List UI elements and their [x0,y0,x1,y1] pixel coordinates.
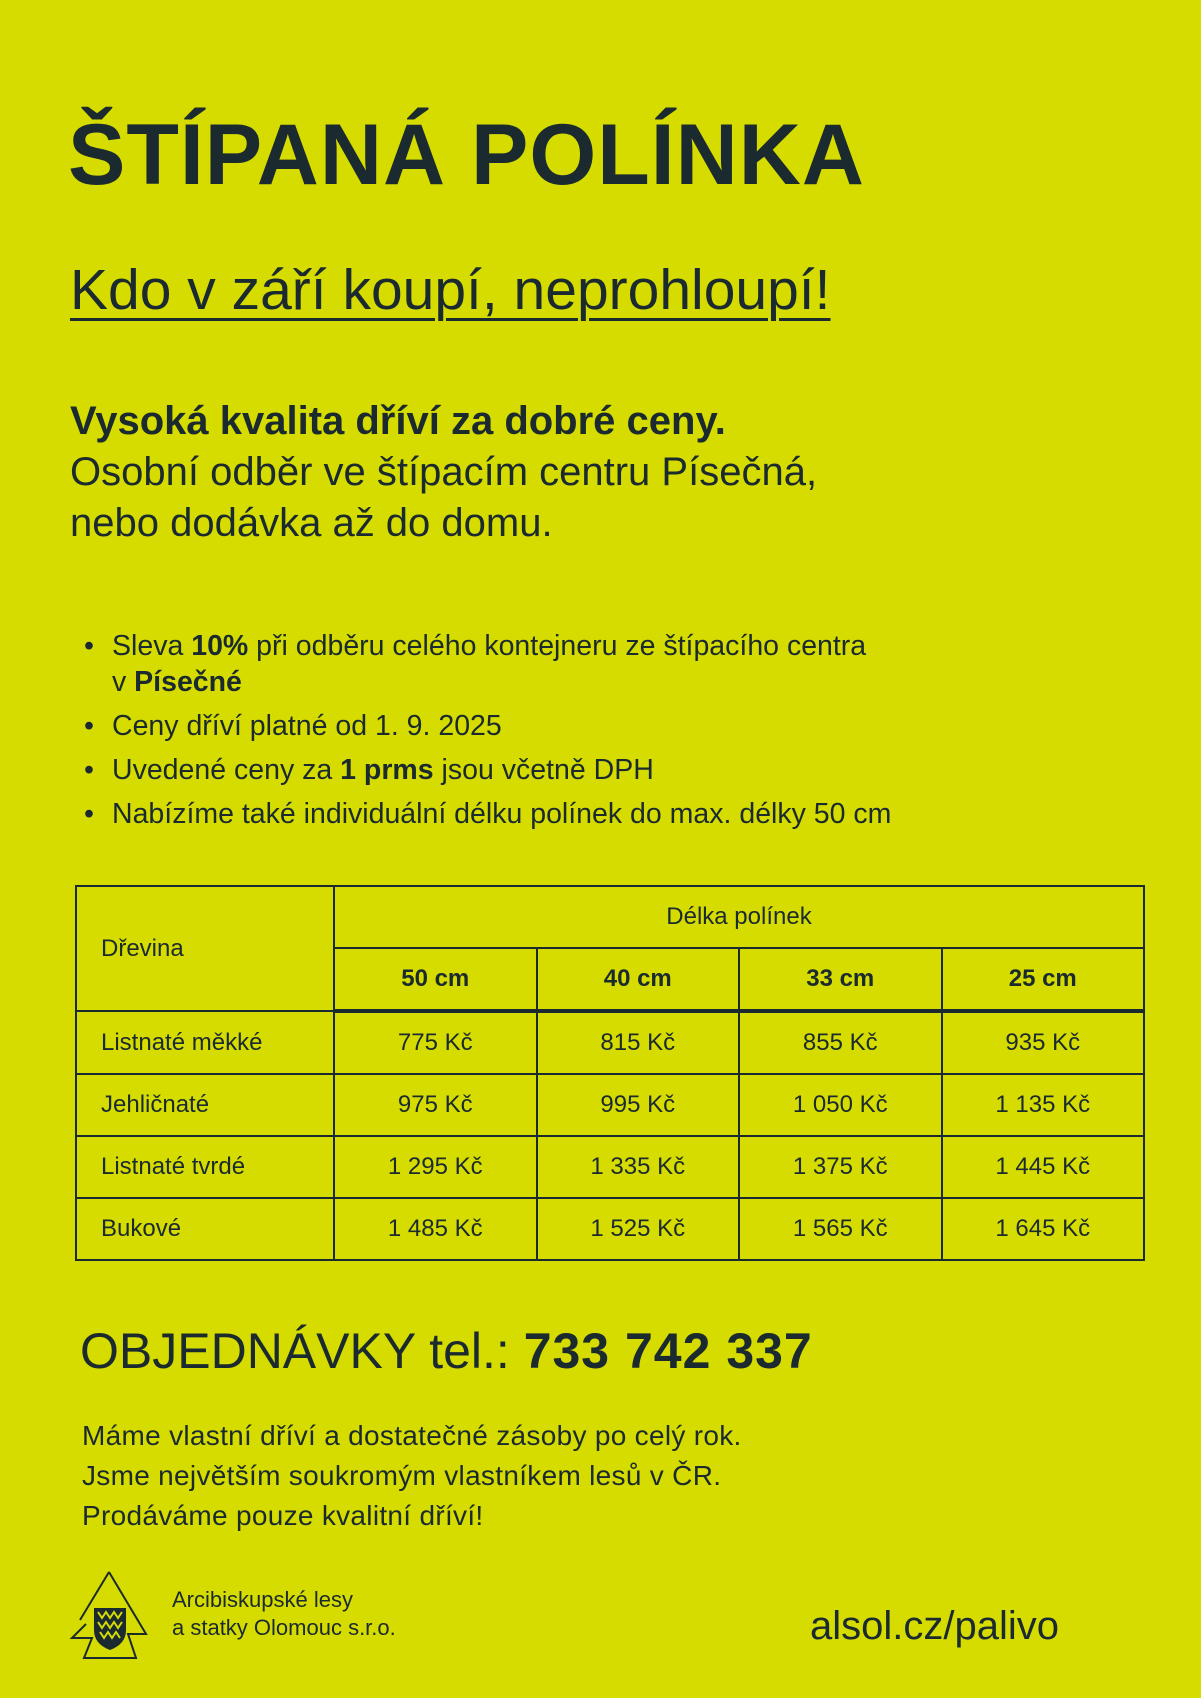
price-cell: 975 Kč [334,1074,537,1136]
header-length-50: 50 cm [334,948,537,1011]
intro-line-pickup: Osobní odběr ve štípacím centru Písečná, [70,450,818,494]
bullet-discount: • Sleva 10% při odběru celého kontejneru ze štípacího centra v Písečné [82,628,891,700]
price-cell: 1 050 Kč [739,1074,942,1136]
website-url[interactable]: alsol.cz/palivo [810,1604,1060,1648]
price-cell: 855 Kč [739,1011,942,1074]
intro-text [70,396,817,549]
company-name-line2: a statky Olomouc s.r.o. [172,1615,396,1640]
bullet-custom-length: • Nabízíme také individuální délku polínek do max. délky 50 cm [82,796,891,832]
wood-name: Listnaté měkké [76,1011,334,1074]
wood-name: Listnaté tvrdé [76,1136,334,1198]
unit-prms: 1 prms [340,754,434,786]
price-cell: 1 375 Kč [739,1136,942,1198]
footer-line-owner: Jsme největším soukromým vlastníkem lesů v ČR. [82,1460,722,1491]
table-row [76,1011,1144,1074]
footer-claims [82,1416,742,1536]
intro-line-delivery: nebo dodávka až do domu. [70,501,553,545]
footer-line-quality: Prodáváme pouze kvalitní dříví! [82,1500,484,1531]
header-wood-type: Dřevina [76,886,334,1011]
discount-value: 10% [191,630,249,662]
bullet-validity: • Ceny dříví platné od 1. 9. 2025 [82,708,891,744]
wood-name: Jehličnaté [76,1074,334,1136]
footer-line-stock: Máme vlastní dříví a dostatečné zásoby po celý rok. [82,1420,742,1451]
price-cell: 1 565 Kč [739,1198,942,1260]
header-length-40: 40 cm [537,948,740,1011]
location-name: Písečné [134,666,242,698]
flyer-title: ŠTÍPANÁ POLÍNKA [68,107,865,203]
company-name [172,1586,396,1642]
price-cell: 1 525 Kč [537,1198,740,1260]
header-log-length: Délka polínek [334,886,1144,948]
info-bullet-list [82,628,891,840]
price-cell: 775 Kč [334,1011,537,1074]
table-row [76,1136,1144,1198]
phone-number[interactable]: 733 742 337 [523,1323,813,1379]
tree-shield-logo-icon [68,1568,150,1664]
bullet-vat: • Uvedené ceny za 1 prms jsou včetně DPH [82,752,891,788]
table-row [76,1198,1144,1260]
price-cell: 1 445 Kč [942,1136,1145,1198]
price-cell: 1 295 Kč [334,1136,537,1198]
price-cell: 1 485 Kč [334,1198,537,1260]
table-row [76,1074,1144,1136]
header-length-33: 33 cm [739,948,942,1011]
price-cell: 995 Kč [537,1074,740,1136]
price-table [75,885,1145,1261]
price-cell: 1 135 Kč [942,1074,1145,1136]
flyer-subtitle: Kdo v září koupí, neprohloupí! [70,258,831,322]
intro-headline: Vysoká kvalita dříví za dobré ceny. [70,399,726,443]
price-cell: 935 Kč [942,1011,1145,1074]
wood-name: Bukové [76,1198,334,1260]
price-cell: 1 645 Kč [942,1198,1145,1260]
order-label: OBJEDNÁVKY tel.: [80,1323,524,1379]
price-cell: 1 335 Kč [537,1136,740,1198]
order-line [80,1323,813,1379]
header-length-25: 25 cm [942,948,1145,1011]
company-name-line1: Arcibiskupské lesy [172,1587,353,1612]
price-cell: 815 Kč [537,1011,740,1074]
